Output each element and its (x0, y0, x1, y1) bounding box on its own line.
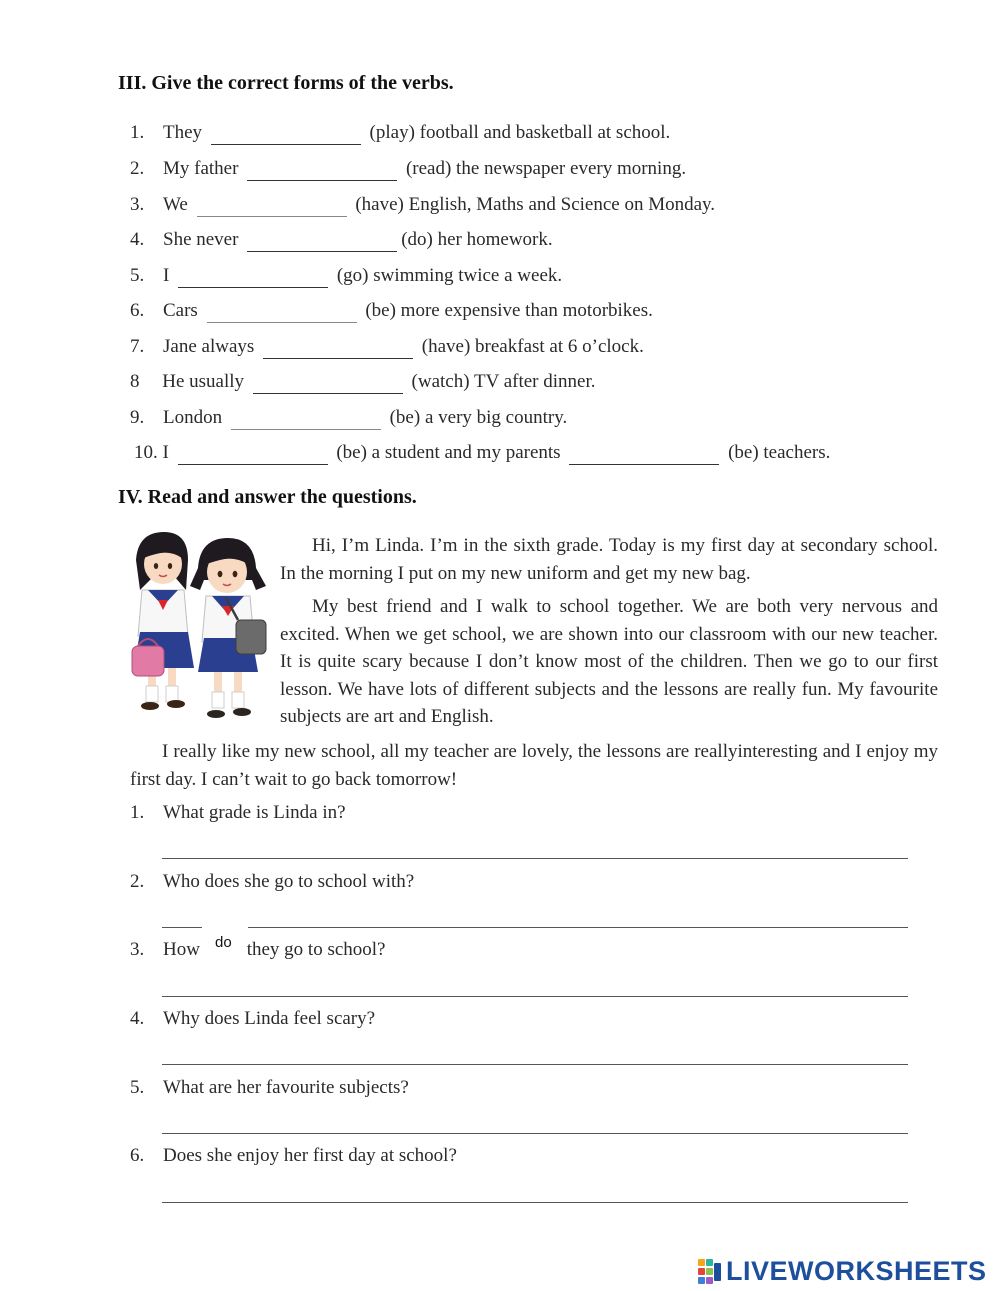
exercise-item-7: 7. Jane always (have) breakfast at 6 o’clock. (130, 336, 644, 357)
answer-line-5[interactable] (162, 1111, 908, 1134)
question-6: 6. Does she enjoy her first day at school? (130, 1145, 457, 1166)
handwritten-do-answer: do (215, 934, 232, 951)
exercise-item-2: 2. My father (read) the newspaper every morning. (130, 158, 687, 179)
exercise-item-1: 1. They (play) football and basketball at school. (130, 122, 671, 143)
exercise-item-6: 6. Cars (be) more expensive than motorbikes. (130, 300, 653, 321)
girl-left-figure (132, 532, 194, 710)
answer-line-2b[interactable] (248, 905, 908, 928)
liveworksheets-wordmark: LIVEWORKSHEETS (726, 1256, 987, 1286)
schoolgirls-illustration (126, 528, 276, 728)
answer-blank-6[interactable] (207, 302, 357, 323)
liveworksheets-logo (698, 1256, 987, 1287)
answer-line-6[interactable] (162, 1180, 908, 1203)
section-4-title: IV. Read and answer the questions. (118, 486, 417, 508)
answer-blank-1[interactable] (211, 124, 361, 145)
answer-blank-10b[interactable] (569, 444, 719, 465)
reading-paragraph-1: Hi, I’m Linda. I’m in the sixth grade. Today is my first day at secondary school. In the morning I put on my new uniform and get my new bag. (280, 535, 938, 584)
exercise-item-5: 5. I (go) swimming twice a week. (130, 265, 563, 286)
answer-line-1[interactable] (162, 836, 908, 859)
exercise-item-9: 9. London (be) a very big country. (130, 407, 568, 428)
answer-line-3[interactable] (162, 974, 908, 997)
answer-blank-10a[interactable] (178, 444, 328, 465)
answer-blank-2[interactable] (247, 160, 397, 181)
exercise-item-4: 4. She never (do) her homework. (130, 229, 553, 250)
answer-blank-5[interactable] (178, 267, 328, 288)
question-3: 3. How they go to school? (130, 939, 386, 960)
liveworksheets-logo-icon (698, 1259, 722, 1285)
question-2: 2. Who does she go to school with? (130, 871, 415, 892)
section-3-title: III. Give the correct forms of the verbs. (118, 72, 454, 94)
question-1: 1. What grade is Linda in? (130, 802, 346, 823)
answer-blank-8[interactable] (253, 373, 403, 394)
question-5: 5. What are her favourite subjects? (130, 1077, 409, 1098)
reading-paragraph-3: I really like my new school, all my teacher are lovely, the lessons are reallyinteresting and I enjoy my first day. I can’t wait to go back tomorrow! (130, 741, 938, 790)
answer-blank-4[interactable] (247, 231, 397, 252)
reading-paragraph-2: My best friend and I walk to school together. We are both very nervous and excited. When we get school, we are shown into our classroom with our new teacher. It is quite scary because I don’t know most of the children. Then we go to our first lesson. We have lots of different subjects and the lessons are really fun. My favourite subjects are art and English. (280, 596, 938, 727)
answer-blank-7[interactable] (263, 338, 413, 359)
answer-line-4[interactable] (162, 1042, 908, 1065)
answer-blank-3[interactable] (197, 196, 347, 217)
question-4: 4. Why does Linda feel scary? (130, 1008, 376, 1029)
exercise-item-3: 3. We (have) English, Maths and Science on Monday. (130, 194, 716, 215)
exercise-item-8: 8 He usually (watch) TV after dinner. (130, 371, 596, 392)
answer-blank-9[interactable] (231, 409, 381, 430)
exercise-item-10: 10. I (be) a student and my parents (be) teachers. (134, 442, 831, 463)
answer-line-2a[interactable] (162, 905, 202, 928)
girl-right-figure (190, 538, 266, 718)
